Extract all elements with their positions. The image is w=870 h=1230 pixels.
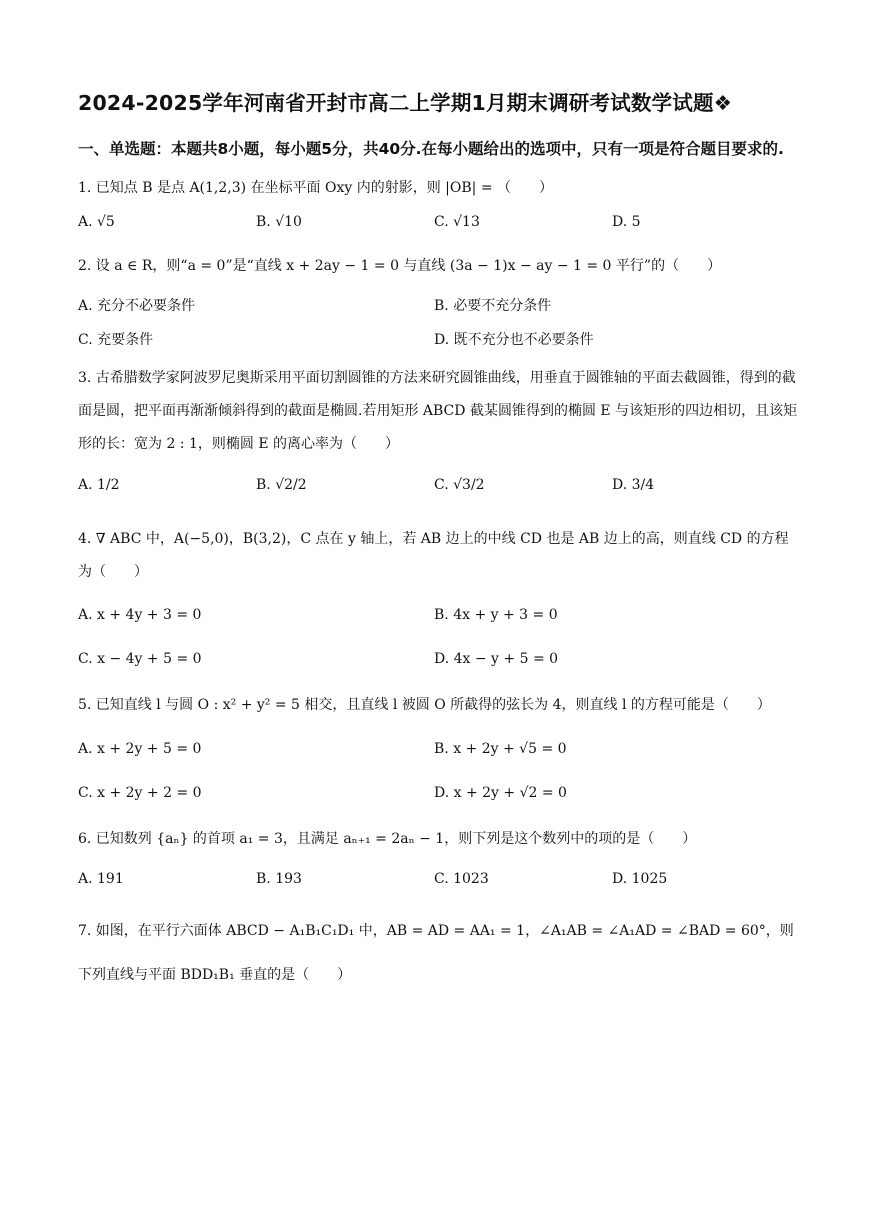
question-3 — [78, 362, 800, 495]
question-2-stem: 2. 设 a ∈ R，则“a = 0”是“直线 x + 2ay − 1 = 0 与直线 (3a − 1)x − ay − 1 = 0 平行”的（ ） — [78, 258, 722, 274]
question-6 — [78, 829, 800, 889]
option-a: A. x + 2y + 5 = 0 — [78, 741, 202, 757]
option-c: C. x + 2y + 2 = 0 — [78, 785, 202, 801]
question-7 — [78, 909, 800, 997]
option-a: A. √5 — [78, 214, 115, 230]
option-d: D. 5 — [612, 214, 641, 230]
option-d: D. 既不充分也不必要条件 — [434, 332, 594, 348]
question-1-options — [78, 212, 800, 232]
question-1 — [78, 174, 800, 232]
option-b: B. √2/2 — [256, 477, 307, 493]
option-b: B. 必要不充分条件 — [434, 298, 552, 314]
question-5-options-row-2 — [78, 783, 800, 803]
question-4-options-row-2 — [78, 649, 800, 669]
option-a: A. x + 4y + 3 = 0 — [78, 607, 202, 623]
question-2 — [78, 256, 800, 350]
question-2-options-row-2 — [78, 330, 800, 350]
option-d: D. x + 2y + √2 = 0 — [434, 785, 567, 801]
option-c: C. x − 4y + 5 = 0 — [78, 651, 202, 667]
option-b: B. 193 — [256, 871, 302, 887]
option-a: A. 充分不必要条件 — [78, 298, 196, 314]
option-b: B. 4x + y + 3 = 0 — [434, 607, 558, 623]
option-d: D. 3/4 — [612, 477, 655, 493]
option-b: B. √10 — [256, 214, 302, 230]
question-6-options — [78, 869, 800, 889]
option-c: C. 充要条件 — [78, 332, 154, 348]
option-a: A. 191 — [78, 871, 124, 887]
question-4-stem: 4. ∇ ABC 中，A(−5,0)，B(3,2)，C 点在 y 轴上，若 AB 边上的中线 CD 也是 AB 边上的高，则直线 CD 的方程为（ ） — [78, 531, 789, 580]
question-4 — [78, 523, 800, 669]
option-a: A. 1/2 — [78, 477, 120, 493]
question-2-options-row-1 — [78, 296, 800, 316]
section-header: 一、单选题：本题共8小题，每小题5分，共40分.在每小题给出的选项中，只有一项是符合题目要求的. — [78, 140, 784, 158]
option-c: C. √3/2 — [434, 477, 485, 493]
option-b: B. x + 2y + √5 = 0 — [434, 741, 567, 757]
page-title: 2024-2025学年河南省开封市高二上学期1月期末调研考试数学试题❖ — [78, 91, 733, 115]
question-4-options-row-1 — [78, 605, 800, 625]
question-5 — [78, 695, 800, 803]
question-3-stem: 3. 古希腊数学家阿波罗尼奥斯采用平面切割圆锥的方法来研究圆锥曲线，用垂直于圆锥轴的平面去截圆锥，得到的截面是圆，把平面再渐渐倾斜得到的截面是椭圆.若用矩形 ABCD 截某圆锥得到的椭圆 E 与该矩形的四边相切，且该矩形的长：宽为 2 : 1，则椭圆 E 的离心率为（ ） — [78, 370, 798, 452]
question-7-stem: 7. 如图，在平行六面体 ABCD − A₁B₁C₁D₁ 中，AB = AD = AA₁ = 1，∠A₁AB = ∠A₁AD = ∠BAD = 60°，则下列直线与平面 BDD₁B₁ 垂直的是（ ） — [78, 923, 794, 983]
question-5-stem: 5. 已知直线 l 与圆 O : x² + y² = 5 相交，且直线 l 被圆 O 所截得的弦长为 4，则直线 l 的方程可能是（ ） — [78, 697, 771, 713]
option-d: D. 4x − y + 5 = 0 — [434, 651, 559, 667]
question-5-options-row-1 — [78, 739, 800, 759]
option-c: C. √13 — [434, 214, 480, 230]
option-d: D. 1025 — [612, 871, 668, 887]
question-3-options — [78, 475, 800, 495]
question-1-stem: 1. 已知点 B 是点 A(1,2,3) 在坐标平面 Oxy 内的射影，则 |OB| = （ ） — [78, 180, 554, 196]
question-6-stem: 6. 已知数列 {aₙ} 的首项 a₁ = 3，且满足 aₙ₊₁ = 2aₙ − 1，则下列是这个数列中的项的是（ ） — [78, 831, 697, 847]
option-c: C. 1023 — [434, 871, 489, 887]
